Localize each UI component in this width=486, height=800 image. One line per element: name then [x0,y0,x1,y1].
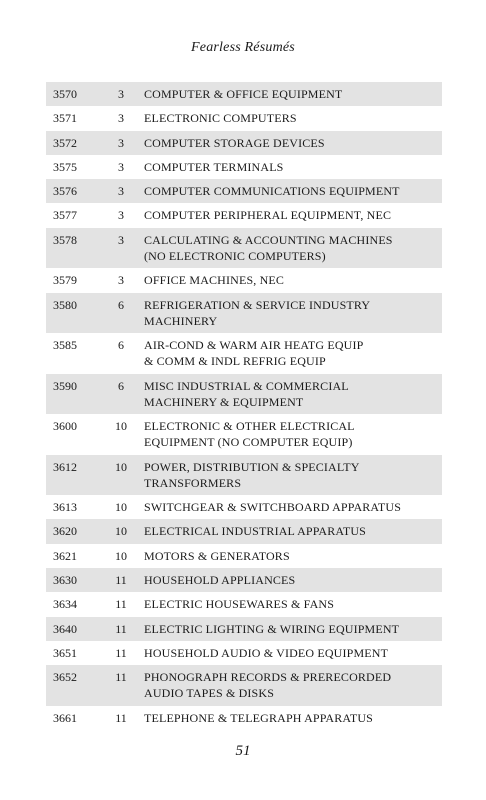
sic-code: 3575 [53,159,77,174]
industry-description [144,232,442,264]
sic-code: 3640 [53,621,77,636]
description-line: OFFICE MACHINES, NEC [144,273,285,288]
table-row [46,82,442,106]
group-number: 3 [118,135,124,150]
description-line: ELECTRONIC & OTHER ELECTRICAL [144,419,355,434]
description-line: SWITCHGEAR & SWITCHBOARD APPARATUS [144,500,402,515]
sic-code: 3578 [53,232,77,247]
sic-code: 3651 [53,645,77,660]
sic-code: 3579 [53,273,77,288]
sic-code: 3600 [53,419,77,434]
industry-description [144,207,442,223]
description-line: (NO ELECTRONIC COMPUTERS) [144,248,326,263]
page-number: 51 [235,743,251,759]
industry-description [144,110,442,126]
sic-code: 3571 [53,111,77,126]
table-row [46,706,442,730]
industry-description [144,710,442,726]
group-number: 3 [118,273,124,288]
industry-description [144,378,442,410]
table-row [46,131,442,155]
description-line: MACHINERY & EQUIPMENT [144,394,304,409]
description-line: ELECTRICAL INDUSTRIAL APPARATUS [144,524,367,539]
description-line: ELECTRONIC COMPUTERS [144,111,297,126]
group-number: 6 [118,338,124,353]
sic-code: 3661 [53,710,77,725]
group-number: 10 [115,459,127,474]
table-row [46,155,442,179]
description-line: MACHINERY [144,313,218,328]
sic-code: 3580 [53,297,77,312]
description-line: AIR-COND & WARM AIR HEATG EQUIP [144,338,364,353]
sic-code-table [46,82,442,730]
table-row [46,519,442,543]
description-line: MOTORS & GENERATORS [144,548,290,563]
group-number: 6 [118,378,124,393]
table-row [46,203,442,227]
description-line: COMPUTER STORAGE DEVICES [144,135,325,150]
group-number: 11 [115,710,127,725]
table-row [46,333,442,374]
group-number: 11 [115,621,127,636]
industry-description [144,183,442,199]
description-line: TELEPHONE & TELEGRAPH APPARATUS [144,710,374,725]
description-line: AUDIO TAPES & DISKS [144,686,275,701]
industry-description [144,135,442,151]
industry-description [144,669,442,701]
industry-description [144,645,442,661]
table-row [46,374,442,415]
sic-code: 3572 [53,135,77,150]
industry-description [144,596,442,612]
table-row [46,641,442,665]
table-row [46,568,442,592]
description-line: PHONOGRAPH RECORDS & PRERECORDED [144,670,392,685]
group-number: 11 [115,597,127,612]
table-row [46,414,442,455]
group-number: 3 [118,232,124,247]
industry-description [144,548,442,564]
running-head: Fearless Résumés [191,40,295,55]
sic-code: 3630 [53,572,77,587]
description-line: EQUIPMENT (NO COMPUTER EQUIP) [144,435,353,450]
description-line: ELECTRIC LIGHTING & WIRING EQUIPMENT [144,621,400,636]
sic-code: 3577 [53,208,77,223]
sic-code: 3621 [53,548,77,563]
sic-code: 3620 [53,524,77,539]
table-row [46,268,442,292]
group-number: 3 [118,184,124,199]
industry-description [144,272,442,288]
industry-description [144,459,442,491]
description-line: REFRIGERATION & SERVICE INDUSTRY [144,297,371,312]
table-row [46,179,442,203]
sic-code: 3590 [53,378,77,393]
group-number: 10 [115,548,127,563]
group-number: 3 [118,111,124,126]
industry-description [144,418,442,450]
group-number: 3 [118,159,124,174]
table-row [46,228,442,269]
description-line: COMPUTER TERMINALS [144,159,284,174]
sic-code: 3576 [53,184,77,199]
description-line: COMPUTER PERIPHERAL EQUIPMENT, NEC [144,208,392,223]
group-number: 10 [115,419,127,434]
table-row [46,617,442,641]
table-row [46,455,442,496]
sic-code: 3613 [53,500,77,515]
group-number: 11 [115,645,127,660]
group-number: 10 [115,500,127,515]
table-row [46,592,442,616]
industry-description [144,86,442,102]
table-row [46,293,442,334]
sic-code: 3612 [53,459,77,474]
sic-code: 3585 [53,338,77,353]
industry-description [144,337,442,369]
group-number: 6 [118,297,124,312]
sic-code: 3634 [53,597,77,612]
description-line: HOUSEHOLD APPLIANCES [144,572,296,587]
industry-description [144,297,442,329]
table-row [46,495,442,519]
table-row [46,665,442,706]
description-line: ELECTRIC HOUSEWARES & FANS [144,597,335,612]
description-line: & COMM & INDL REFRIG EQUIP [144,354,326,369]
description-line: COMPUTER COMMUNICATIONS EQUIPMENT [144,184,400,199]
group-number: 11 [115,572,127,587]
description-line: MISC INDUSTRIAL & COMMERCIAL [144,378,349,393]
sic-code: 3570 [53,87,77,101]
group-number: 11 [115,670,127,685]
description-line: COMPUTER & OFFICE EQUIPMENT [144,87,343,101]
industry-description [144,621,442,637]
group-number: 3 [118,208,124,223]
description-line: TRANSFORMERS [144,475,242,490]
sic-code: 3652 [53,670,77,685]
industry-description [144,159,442,175]
industry-description [144,572,442,588]
industry-description [144,499,442,515]
table-row [46,106,442,130]
industry-description [144,523,442,539]
group-number: 3 [118,87,124,101]
description-line: HOUSEHOLD AUDIO & VIDEO EQUIPMENT [144,645,389,660]
table-row [46,544,442,568]
group-number: 10 [115,524,127,539]
description-line: POWER, DISTRIBUTION & SPECIALTY [144,459,360,474]
description-line: CALCULATING & ACCOUNTING MACHINES [144,232,393,247]
